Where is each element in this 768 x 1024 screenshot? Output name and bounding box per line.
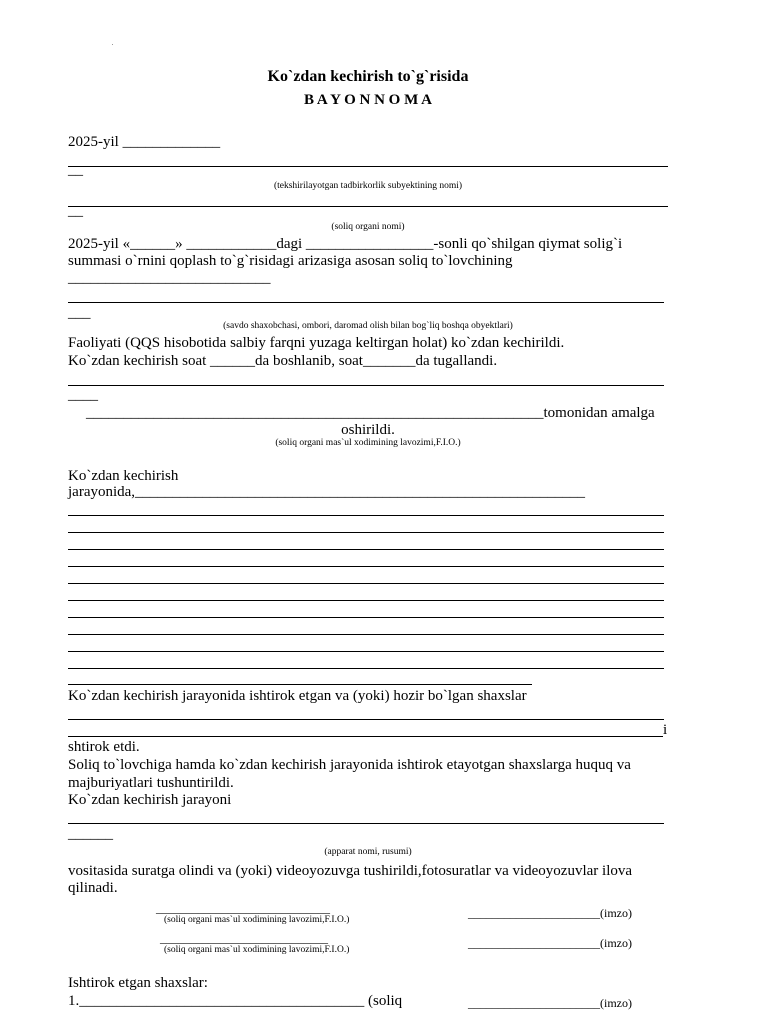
signature-line: _____________________________ [156, 901, 330, 915]
caption-device: (apparat nomi, rusumi) [324, 847, 412, 857]
participants-title: Ishtirok etgan shaxslar: [68, 975, 208, 991]
caption-employee: (soliq organi mas`ul xodimining lavozimi,F.I.O.) [275, 438, 461, 448]
signature-caption: (soliq organi mas`ul xodimining lavozimi,F.I.O.) [164, 945, 350, 955]
blank-line [68, 385, 664, 386]
process-label: Ko`zdan kechirish jarayoni [68, 792, 232, 808]
process-label: Ko`zdan kechirish [68, 468, 179, 484]
blank-line [68, 206, 668, 207]
blank-line [68, 549, 664, 550]
caption-tax-org: (soliq organi nomi) [331, 222, 405, 232]
performed-by-line: _____________________________________________________________tomonidan amalga [86, 405, 655, 421]
participants-trail: i [663, 722, 668, 738]
blank-line [68, 719, 664, 720]
blank-line [68, 634, 664, 635]
blank-trail: ____ [68, 387, 98, 403]
blank-line [68, 166, 668, 167]
participant-line: 1.______________________________________ (soliq [68, 993, 403, 1009]
para-line: summasi o`rnini qoplash to`g`risidagi arizasiga asosan soliq to`lovchining [68, 253, 513, 269]
time-line: Ko`zdan kechirish soat ______da boshlanib, soat_______da tugallandi. [68, 353, 498, 369]
caption-objects: (savdo shaxobchasi, ombori, daromad olish bilan bog`liq boshqa obyektlari) [223, 321, 513, 331]
blank-line [68, 532, 664, 533]
date-line: 2025-yil _____________ [68, 134, 221, 150]
document-subtitle: B A Y O N N O M A [303, 92, 433, 108]
signature-imzo: ______________________(imzo) [468, 996, 632, 1010]
stray-mark [112, 44, 113, 45]
photo-line: qilinadi. [68, 880, 118, 896]
blank-line [68, 302, 664, 303]
rights-line: majburiyatlari tushuntirildi. [68, 775, 234, 791]
caption-subject: (tekshirilayotgan tadbirkorlik subyektining nomi) [273, 181, 463, 191]
blank-trail: ___ [68, 305, 91, 321]
performed-by-end: oshirildi. [341, 422, 395, 438]
blank-line [68, 600, 664, 601]
signature-line: ____________________________ [160, 931, 328, 945]
photo-line: vositasida suratga olindi va (yoki) videoyozuvga tushirildi,fotosuratlar va videoyozuvlar ilova [68, 863, 633, 879]
signature-imzo: ______________________(imzo) [468, 906, 632, 920]
activity-line: Faoliyati (QQS hisobotida salbiy farqni yuzaga keltirgan holat) ko`zdan kechirildi. [68, 335, 565, 351]
blank-line [68, 583, 664, 584]
blank-line [68, 617, 664, 618]
blank-line [68, 515, 664, 516]
blank-line [68, 684, 532, 685]
blank-trail: __ [68, 162, 83, 178]
para-line: 2025-yil «______» ____________dagi _________________-sonli qo`shilgan qiymat solig`i [68, 236, 623, 252]
para-line: ___________________________ [68, 270, 271, 286]
document-title: Ko`zdan kechirish to`g`risida [267, 68, 469, 85]
blank-line [68, 823, 664, 824]
blank-trail: ______ [68, 826, 113, 842]
signature-caption: (soliq organi mas`ul xodimining lavozimi,F.I.O.) [164, 915, 350, 925]
process-label: jarayonida,____________________________________________________________ [68, 484, 586, 500]
blank-line [68, 736, 663, 737]
blank-line [68, 668, 664, 669]
participants-end: shtirok etdi. [68, 739, 140, 755]
participants-line: Ko`zdan kechirish jarayonida ishtirok etgan va (yoki) hozir bo`lgan shaxslar [68, 688, 527, 704]
blank-trail: __ [68, 203, 83, 219]
blank-line [68, 566, 664, 567]
blank-line [68, 651, 664, 652]
signature-imzo: ______________________(imzo) [468, 936, 632, 950]
rights-line: Soliq to`lovchiga hamda ko`zdan kechirish jarayonida ishtirok etayotgan shaxslarga huquq va [68, 757, 631, 773]
